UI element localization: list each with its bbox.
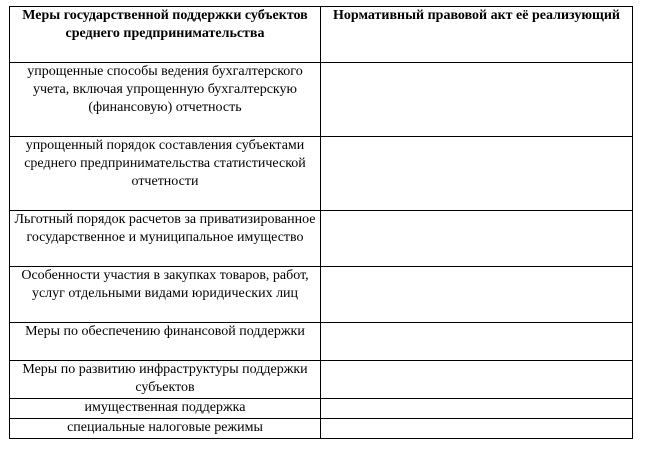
legal-act-cell <box>321 211 633 267</box>
legal-act-cell <box>321 323 633 361</box>
table-header <box>10 7 633 63</box>
measure-cell: специальные налоговые режимы <box>10 419 321 439</box>
legal-act-cell <box>321 267 633 323</box>
table-row <box>10 211 633 267</box>
legal-act-cell <box>321 63 633 137</box>
legal-act-cell <box>321 399 633 419</box>
header-row <box>10 7 633 63</box>
measure-cell: имущественная поддержка <box>10 399 321 419</box>
header-legal-act: Нормативный правовой акт её реализующий <box>321 7 633 63</box>
legal-act-cell <box>321 419 633 439</box>
table-row <box>10 137 633 211</box>
table-row <box>10 399 633 419</box>
table-body <box>10 63 633 439</box>
table-row <box>10 267 633 323</box>
legal-act-cell <box>321 137 633 211</box>
measure-cell: Меры по обеспечению финансовой поддержки <box>10 323 321 361</box>
table-row <box>10 361 633 399</box>
measure-cell: упрощенный порядок составления субъектами среднего предпринимательства статистической отчетности <box>10 137 321 211</box>
table-row <box>10 323 633 361</box>
measure-cell: упрощенные способы ведения бухгалтерского учета, включая упрощенную бухгалтерскую (финансовую) отчетность <box>10 63 321 137</box>
legal-act-cell <box>321 361 633 399</box>
table-row <box>10 63 633 137</box>
support-measures-table <box>9 6 633 439</box>
measure-cell: Меры по развитию инфраструктуры поддержки субъектов <box>10 361 321 399</box>
measure-cell: Особенности участия в закупках товаров, работ, услуг отдельными видами юридических лиц <box>10 267 321 323</box>
table-row <box>10 419 633 439</box>
header-measures: Меры государственной поддержки субъектов среднего предпринимательства <box>10 7 321 63</box>
measure-cell: Льготный порядок расчетов за приватизированное государственное и муниципальное имущество <box>10 211 321 267</box>
